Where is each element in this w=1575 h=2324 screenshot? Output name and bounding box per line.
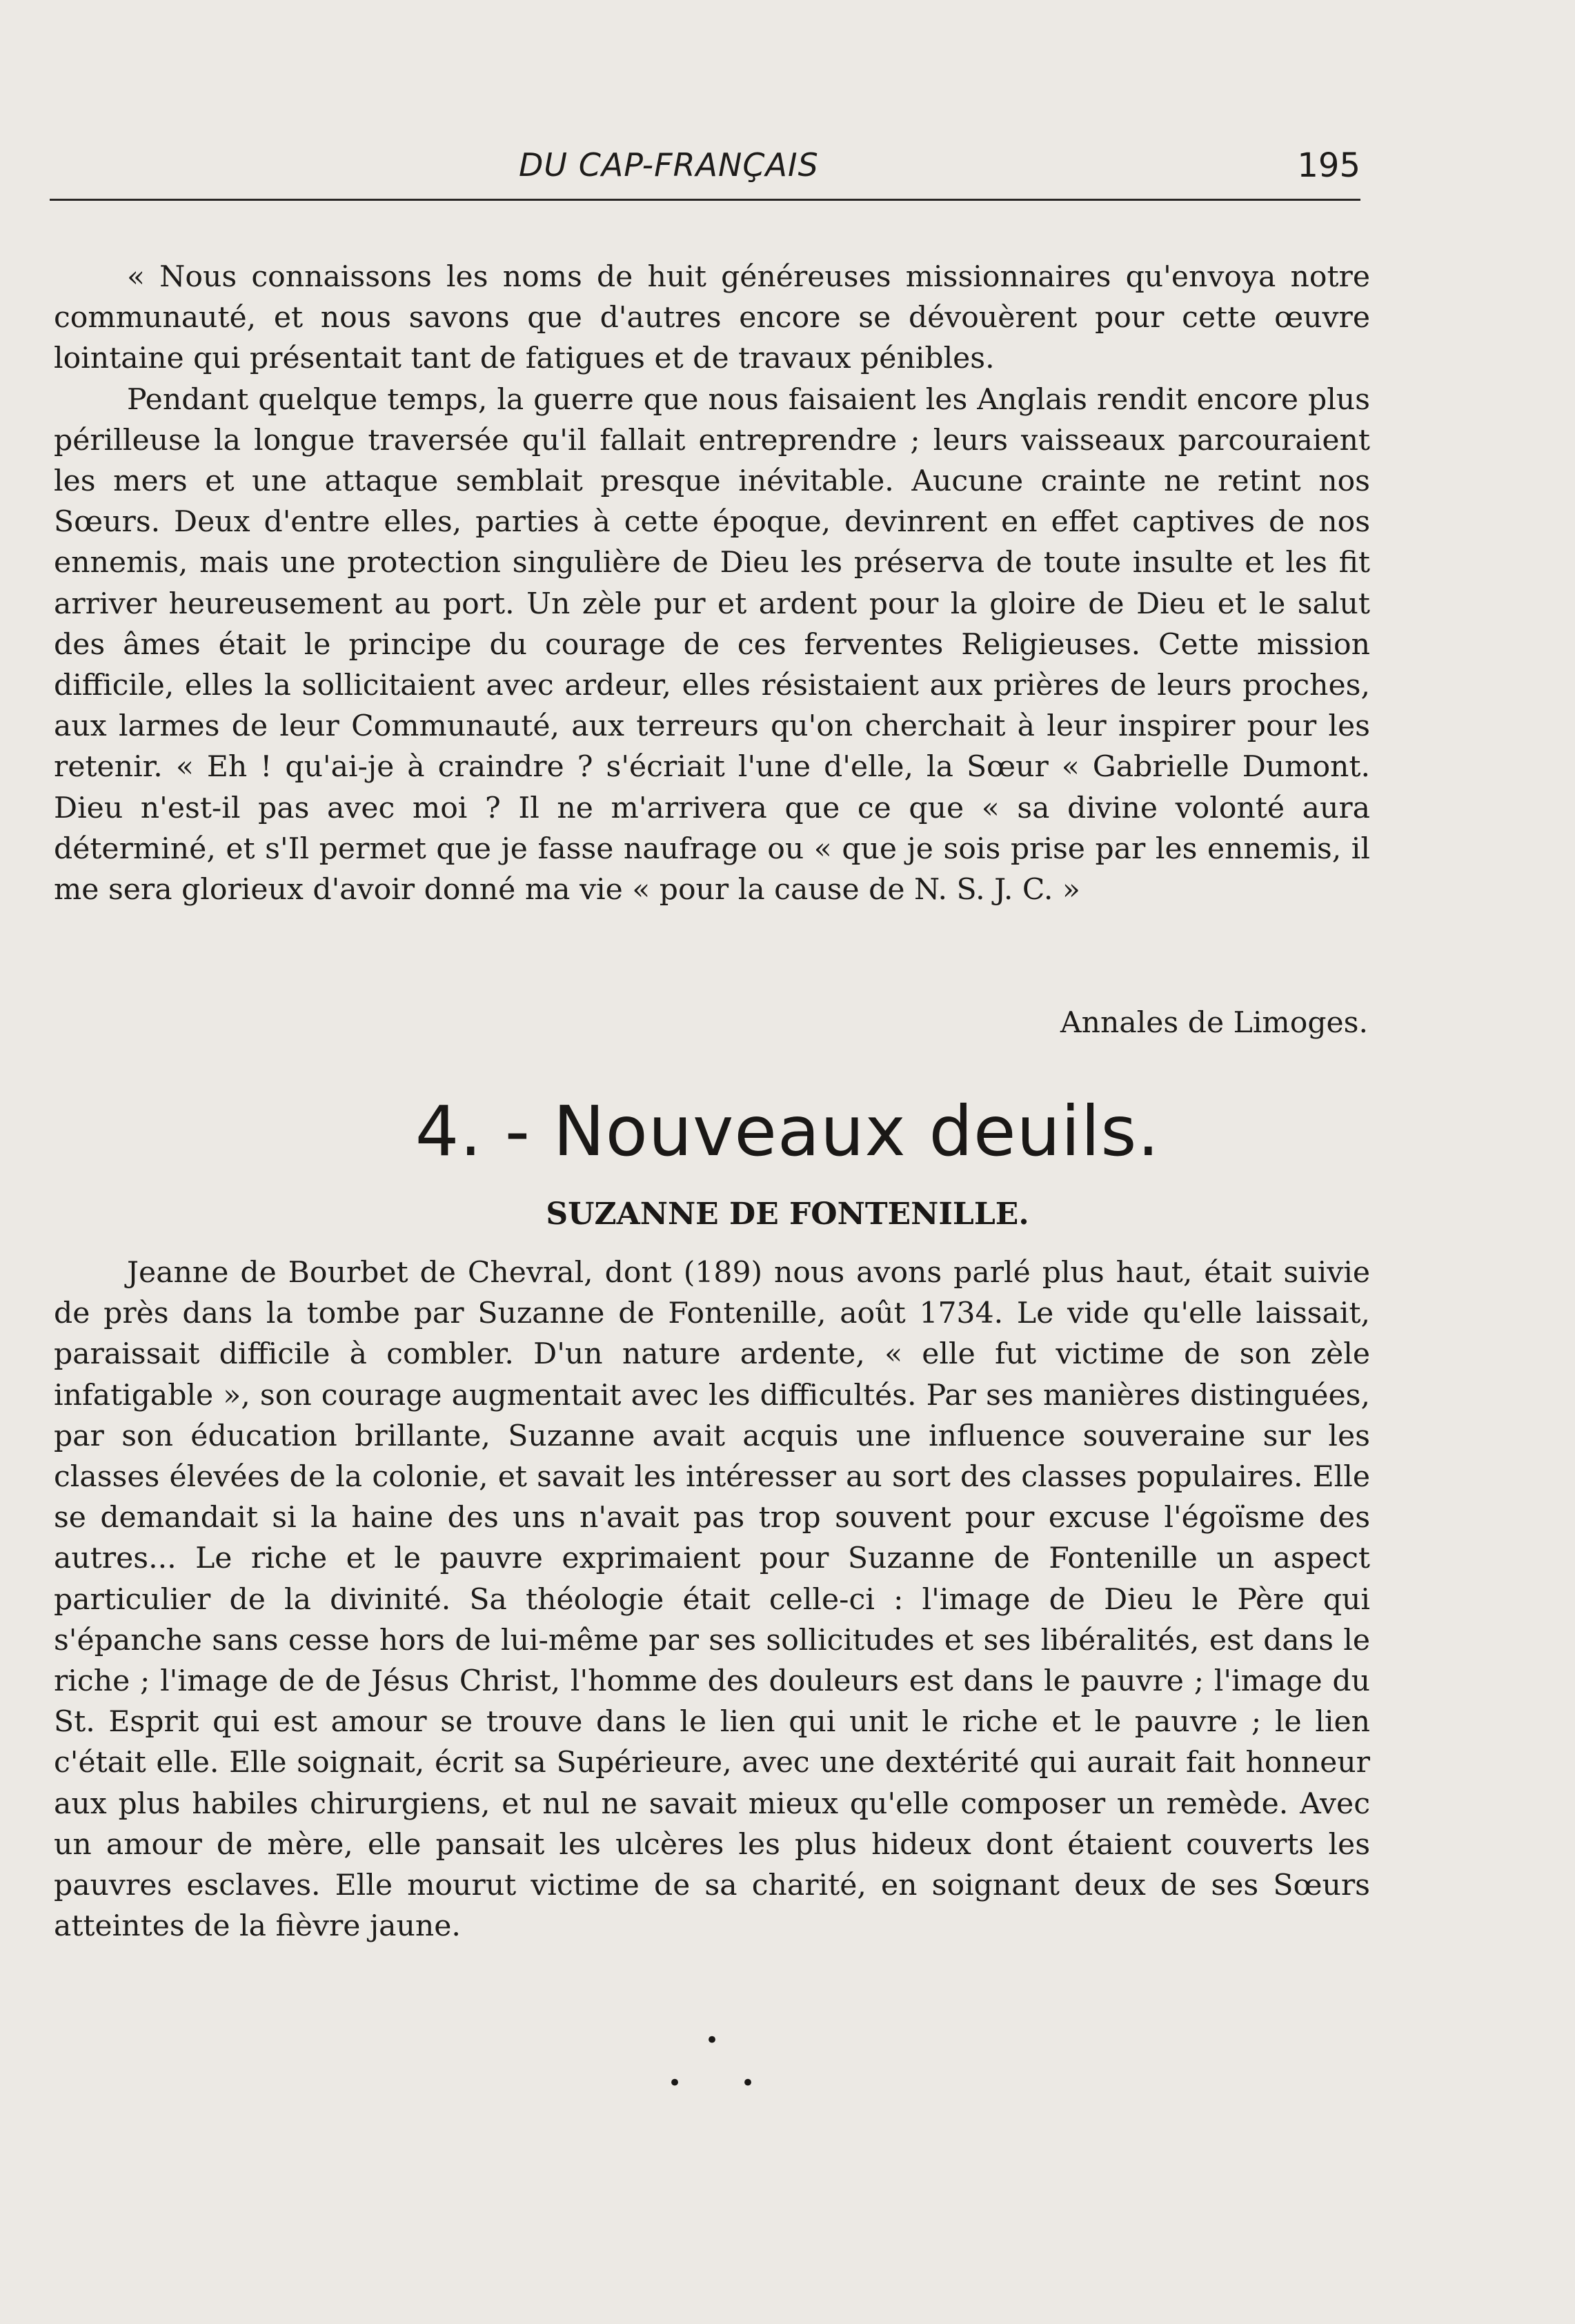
body-paragraph: Jeanne de Bourbet de Chevral, dont (189) nous avons parlé plus haut, était suivie de près dans la tombe par Suzanne de Fontenille, août 1734. Le vide qu'elle laissait, paraissait difficile à combler. D'un nature ardente, « elle fut victime de son zèle infatigable », son courage augmentait avec les difficultés. Par ses manières distinguées, par son éducation brillante, Suzanne avait acquis une influence souveraine sur les classes élevées de la colonie, et savait les intéresser au sort des classes populaires. Elle se demandait si la haine des uns n'avait pas trop souvent pour excuse l'égoïsme des autres... Le riche et le pauvre exprimaient pour Suzanne de Fontenille un aspect particulier de la divinité. Sa théologie était celle-ci : l'image de Dieu le Père qui s'épanche sans cesse hors de lui-même par ses sollicitudes et ses libéralités, est dans le riche ; l'image de de Jésus Christ, l'homme des douleurs est dans le pauvre ; l'image du St. Esprit qui est amour se trouve dans le lien qui unit le riche et le pauvre ; le lien c'était elle. Elle soignait, écrit sa Supérieure, avec une dextérité qui aurait fait honneur aux plus habiles chirurgiens, et nul ne savait mieux qu'elle composer un remède. Avec un amour de mère, elle pansait les ulcères les plus hideux dont étaient couverts les pauvres esclaves. Elle mourut victime de sa charité, en soignant deux de ses Sœurs atteintes de la fièvre jaune. xyxy=(54,1256,1370,1944)
ornament-dot: • xyxy=(741,2069,755,2097)
quoted-passage xyxy=(54,257,1370,910)
running-title: DU CAP-FRANÇAIS xyxy=(519,146,819,184)
section-heading: 4. - Nouveaux deuils. xyxy=(415,1091,1160,1172)
page-number: 195 xyxy=(1297,146,1360,185)
section-body xyxy=(54,1252,1370,1947)
section-subject: SUZANNE DE FONTENILLE. xyxy=(546,1197,1029,1232)
quote-paragraph: « Nous connaissons les noms de huit généreuses missionnaires qu'envoya notre communauté, et nous savons que d'autres encore se dévouèrent pour cette œuvre lointaine qui présentait tant de fatigues et de travaux pénibles. xyxy=(54,260,1370,376)
ornament-dot: • xyxy=(668,2069,682,2097)
quote-attribution: Annales de Limoges. xyxy=(1060,1006,1368,1040)
quote-paragraph: Pendant quelque temps, la guerre que nous faisaient les Anglais rendit encore plus périlleuse la longue traversée qu'il fallait entreprendre ; leurs vaisseaux parcouraient les mers et une attaque semblait presque inévitable. Aucune crainte ne retint nos Sœurs. Deux d'entre elles, parties à cette époque, devinrent en effet captives de nos ennemis, mais une protection singulière de Dieu les préserva de toute insulte et les fit arriver heureusement au port. Un zèle pur et ardent pour la gloire de Dieu et le salut des âmes était le principe du courage de ces ferventes Religieuses. Cette mission difficile, elles la sollicitaient avec ardeur, elles résistaient aux prières de leurs proches, aux larmes de leur Communauté, aux terreurs qu'on cherchait à leur inspirer pour les retenir. « Eh ! qu'ai-je à craindre ? s'écriait l'une d'elle, la Sœur « Gabrielle Dumont. Dieu n'est-il pas avec moi ? Il ne m'arrivera que ce que « sa divine volonté aura déterminé, et s'Il permet que je fasse naufrage ou « que je sois prise par les ennemis, il me sera glorieux d'avoir donné ma vie « pour la cause de N. S. J. C. » xyxy=(54,382,1370,907)
ornament-dot: • xyxy=(705,2027,720,2054)
asterism-ornament xyxy=(0,2029,1575,2118)
header-rule xyxy=(50,199,1360,201)
running-header xyxy=(50,146,1360,195)
